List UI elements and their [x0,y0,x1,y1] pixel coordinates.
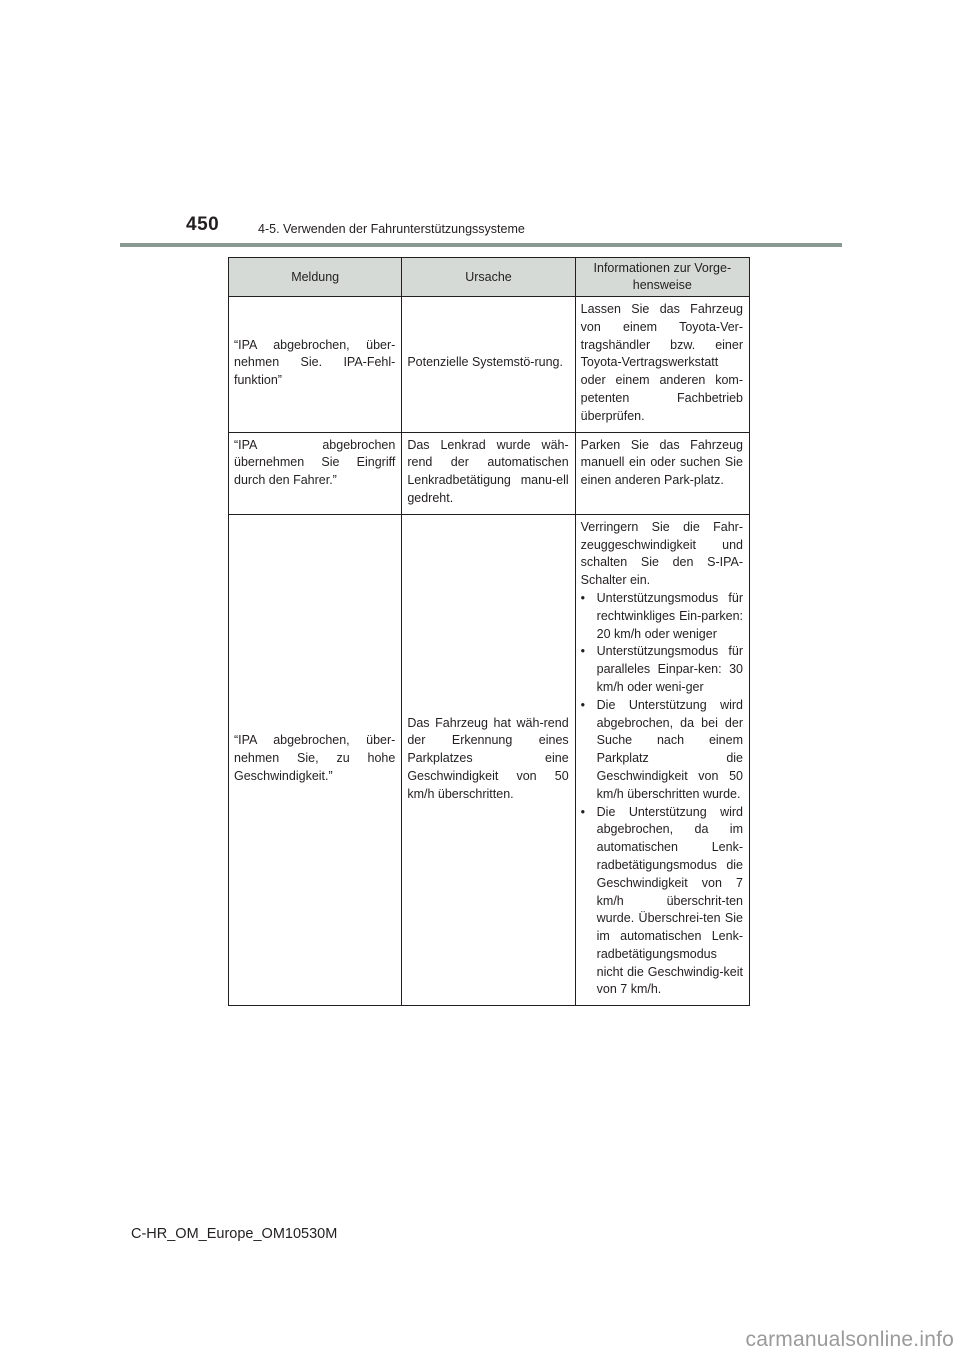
table-header-row [229,258,750,297]
header-rule [120,243,842,247]
header-message: Meldung [229,258,402,297]
action-cell: Parken Sie das Fahrzeug manuell ein oder suchen Sie einen anderen Park-platz. [575,432,749,514]
watermark: carmanualsonline.info [745,1328,954,1351]
action-intro: Verringern Sie die Fahr-zeuggeschwindigkeit und schalten Sie den S-IPA-Schalter ein. [580,519,743,588]
action-bullet: • Die Unterstützung wird abgebrochen, da im automatischen Lenk-radbetätigungsmodus die Geschwindigkeit von 7 km/h überschrit-ten wurde. Überschrei-ten Sie im automatischen Lenk-radbetätigungsmodus nicht die Geschwindig-keit von 7 km/h. [581,804,743,1000]
table-row [229,297,750,433]
cause-cell: Potenzielle Systemstö-rung. [402,297,575,433]
message-cell: “IPA abgebrochen übernehmen Sie Eingriff durch den Fahrer.” [229,432,402,514]
header-cause: Ursache [402,258,575,297]
cause-cell: Das Lenkrad wurde wäh-rend der automatischen Lenkradbetätigung manu-ell gedreht. [402,432,575,514]
action-bullet: • Unterstützungsmodus für rechtwinkliges Ein-parken: 20 km/h oder weniger [581,590,743,643]
warning-message-table [228,257,750,1006]
action-cell: Lassen Sie das Fahrzeug von einem Toyota-Ver-tragshändler bzw. einer Toyota-Vertragswerkstatt oder einem anderen kom-petenten Fachbetrieb überprüfen. [575,297,749,433]
table-row [229,514,750,1006]
cause-cell: Das Fahrzeug hat wäh-rend der Erkennung eines Parkplatzes eine Geschwindigkeit von 50 km/h überschritten. [402,514,575,1006]
manual-id: C-HR_OM_Europe_OM10530M [131,1226,338,1242]
action-bullet: • Unterstützungsmodus für paralleles Einpar-ken: 30 km/h oder weni-ger [581,643,743,696]
page-number: 450 [186,214,220,235]
action-bullet: • Die Unterstützung wird abgebrochen, da bei der Suche nach einem Parkplatz die Geschwindigkeit von 50 km/h überschritten wurde. [581,697,743,804]
table-row [229,432,750,514]
message-cell: “IPA abgebrochen, über-nehmen Sie, zu hohe Geschwindigkeit.” [229,514,402,1006]
message-cell: “IPA abgebrochen, über-nehmen Sie. IPA-Fehl-funktion” [229,297,402,433]
section-title: 4-5. Verwenden der Fahrunterstützungssysteme [258,222,525,236]
action-cell [575,514,749,1006]
header-action: Informationen zur Vorge-hensweise [575,258,749,297]
